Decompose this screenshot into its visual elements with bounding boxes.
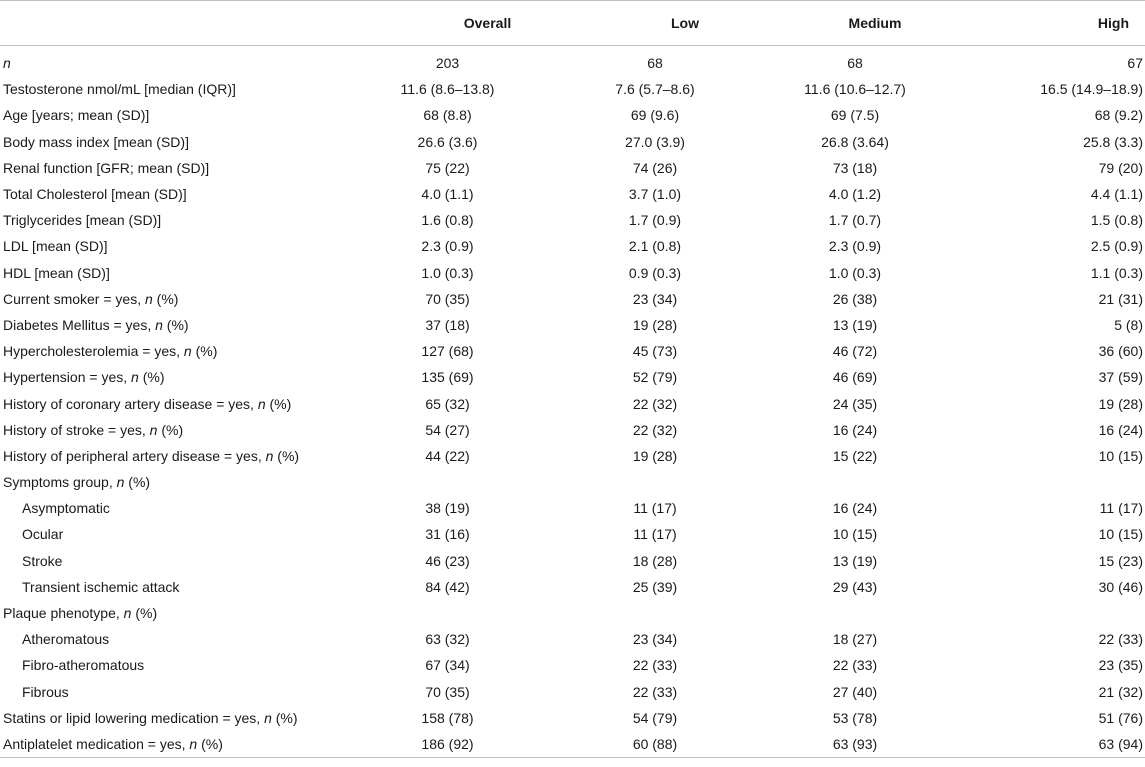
row-label-text: Asymptomatic [22,500,110,517]
row-label [0,102,340,128]
cell-high: 4.4 (1.1) [1090,186,1143,203]
cell-overall: 46 (23) [425,552,470,569]
row-label-italic: n [189,735,198,752]
cell-low: 19 (28) [632,447,678,464]
cell-high: 37 (59) [1098,369,1143,386]
row-label [0,417,340,443]
table-row [0,469,1145,495]
cell-overall [340,600,555,626]
header-overall: Overall [340,1,555,46]
table-row [0,548,1145,574]
cell-medium: 46 (72) [832,343,878,360]
cell-low: 52 (79) [632,369,678,386]
header-high: High [955,1,1145,46]
cell-medium: 15 (22) [832,447,878,464]
cell-overall: 31 (16) [425,526,470,543]
header-low: Low [555,1,755,46]
row-label [0,679,340,705]
row-label-text: HDL [mean (SD)] [3,264,110,281]
table-row [0,390,1145,416]
table-row [0,731,1145,758]
cell-overall: 1.0 (0.3) [421,264,474,281]
cell-low: 3.7 (1.0) [628,186,682,203]
row-label-text: Transient ischemic attack [22,578,180,595]
row-label-italic: n [131,369,139,386]
cell-overall: 68 (8.8) [423,107,472,124]
cell-medium: 29 (43) [832,578,878,595]
cell-high: 23 (35) [1098,657,1143,674]
row-label-text: Age [years; mean (SD)] [3,107,150,124]
table-row [0,443,1145,469]
row-label-italic: n [155,316,163,333]
cell-high: 10 (15) [1098,526,1143,543]
row-label-text: Body mass index [mean (SD)] [3,133,189,150]
table-row [0,260,1145,286]
header-label-column [0,1,340,46]
cell-low: 2.1 (0.8) [628,238,682,255]
cell-low: 0.9 (0.3) [628,264,682,281]
cell-high: 5 (8) [1114,316,1143,333]
row-label [0,286,340,312]
cell-overall: 135 (69) [421,369,474,386]
cell-high: 22 (33) [1098,631,1143,648]
row-label-text: Fibrous [22,683,69,700]
cell-high: 15 (23) [1098,552,1143,569]
row-label [0,390,340,416]
row-label-suffix: (%) [265,395,292,412]
cell-medium: 16 (24) [832,500,878,517]
cell-low: 22 (33) [632,683,678,700]
row-label [0,548,340,574]
header-row [0,1,1145,46]
row-label-text: Renal function [GFR; mean (SD)] [3,159,210,176]
row-label-text: Fibro-atheromatous [22,657,145,674]
row-label-text: Hypertension = yes, [3,369,132,386]
cell-overall: 26.6 (3.6) [417,133,478,150]
table-row [0,417,1145,443]
row-label [0,495,340,521]
row-label-text: Atheromatous [22,631,110,648]
row-label-italic: n [183,343,192,360]
cell-high: 63 (94) [955,731,1145,758]
cell-low: 54 (79) [632,709,678,726]
cell-medium: 1.7 (0.7) [828,212,882,229]
cell-low [555,469,755,495]
cell-low: 7.6 (5.7–8.6) [615,81,695,98]
cell-high: 67 [1127,55,1143,72]
cell-overall: 38 (19) [425,500,470,517]
row-label [0,731,340,758]
row-label-text: Statins or lipid lowering medication = yes, [3,709,265,726]
cell-low: 19 (28) [632,316,678,333]
cell-low: 22 (32) [632,421,678,438]
cell-medium [755,600,955,626]
row-label [0,469,340,495]
cell-low: 18 (28) [632,552,678,569]
row-label-text: Ocular [22,526,64,543]
table-row [0,155,1145,181]
cell-high [955,469,1145,495]
cell-medium: 22 (33) [832,657,878,674]
cell-high: 30 (46) [1098,578,1143,595]
cell-low: 25 (39) [632,578,678,595]
cell-high: 68 (9.2) [1094,107,1143,124]
cell-medium: 24 (35) [832,395,878,412]
cell-medium: 10 (15) [832,526,878,543]
table-row [0,76,1145,102]
row-label-suffix: (%) [197,735,223,752]
table-row [0,679,1145,705]
cell-overall: 44 (22) [425,447,470,464]
cell-medium: 53 (78) [832,709,878,726]
row-label-italic: n [145,290,153,307]
row-label-text: Symptoms group, [3,474,117,491]
cell-medium: 13 (19) [832,552,878,569]
row-label [0,600,340,626]
cell-low: 60 (88) [555,731,755,758]
row-label-suffix: (%) [152,290,179,307]
table-row [0,364,1145,390]
cell-low [555,600,755,626]
table-row [0,46,1145,77]
row-label-text: Total Cholesterol [mean (SD)] [3,186,187,203]
table-row [0,102,1145,128]
cell-medium: 4.0 (1.2) [828,186,882,203]
row-label-suffix: (%) [162,316,189,333]
cell-overall: 70 (35) [425,290,470,307]
row-label [0,574,340,600]
table-row [0,286,1145,312]
cell-low: 11 (17) [633,526,677,543]
row-label-suffix: (%) [191,343,218,360]
cell-low: 68 [647,55,663,72]
row-label [0,233,340,259]
cell-high: 51 (76) [1098,709,1143,726]
row-label-text: Triglycerides [mean (SD)] [3,212,162,229]
row-label-italic: n [149,421,158,438]
cell-low: 22 (33) [632,657,678,674]
cell-low: 27.0 (3.9) [625,133,685,150]
table-row [0,338,1145,364]
cell-high: 25.8 (3.3) [1083,133,1143,150]
table-row [0,600,1145,626]
cell-low: 11 (17) [633,500,677,517]
table-row [0,574,1145,600]
cell-high: 21 (31) [1098,290,1143,307]
cell-medium: 68 [847,55,863,72]
cell-high: 36 (60) [1098,343,1143,360]
table-row [0,312,1145,338]
cell-low: 74 (26) [632,159,678,176]
row-label-italic: n [3,55,11,72]
table-row [0,521,1145,547]
row-label-text: Diabetes Mellitus = yes, [3,316,156,333]
table-row [0,129,1145,155]
cell-medium: 26.8 (3.64) [821,133,889,150]
cell-medium: 69 (7.5) [830,107,880,124]
row-label-suffix: (%) [124,474,151,491]
cell-overall: 75 (22) [425,159,470,176]
cell-low: 69 (9.6) [630,107,680,124]
row-label-italic: n [265,447,274,464]
cell-medium: 18 (27) [832,631,878,648]
cell-low: 23 (34) [632,290,678,307]
row-label [0,521,340,547]
table-row [0,626,1145,652]
cell-low: 45 (73) [632,343,678,360]
row-label-text: Antiplatelet medication = yes, [3,735,190,752]
row-label [0,129,340,155]
row-label [0,312,340,338]
cell-overall: 67 (34) [425,657,470,674]
cell-overall [340,469,555,495]
cell-overall: 37 (18) [425,316,470,333]
table-row [0,233,1145,259]
cell-overall: 2.3 (0.9) [421,238,474,255]
cell-medium [755,469,955,495]
cell-low: 1.7 (0.9) [628,212,682,229]
row-label [0,46,340,77]
cell-overall: 186 (92) [340,731,555,758]
row-label [0,626,340,652]
row-label-italic: n [264,709,272,726]
cell-overall: 54 (27) [425,421,470,438]
row-label [0,705,340,731]
cell-high: 11 (17) [1099,500,1143,517]
cell-high: 1.5 (0.8) [1090,212,1143,229]
cell-overall: 203 [435,55,460,72]
row-label [0,443,340,469]
cell-overall: 1.6 (0.8) [421,212,474,229]
cell-overall: 84 (42) [425,578,470,595]
row-label-text: Stroke [22,552,63,569]
row-label-italic: n [257,395,266,412]
row-label-text: LDL [mean (SD)] [3,238,108,255]
table-row [0,652,1145,678]
table-row [0,495,1145,521]
cell-overall: 158 (78) [421,709,474,726]
cell-medium: 13 (19) [832,316,878,333]
cell-high: 1.1 (0.3) [1090,264,1143,281]
row-label-suffix: (%) [131,605,158,622]
row-label-text: History of stroke = yes, [3,421,150,438]
table-body [0,46,1145,758]
cell-overall: 65 (32) [425,395,470,412]
row-label-suffix: (%) [271,709,298,726]
cell-high: 2.5 (0.9) [1090,238,1143,255]
row-label-italic: n [116,474,125,491]
row-label-text: Plaque phenotype, [3,605,124,622]
table-row [0,207,1145,233]
cell-medium: 2.3 (0.9) [828,238,882,255]
cell-overall: 63 (32) [425,631,470,648]
row-label-text: History of coronary artery disease = yes, [3,395,258,412]
cell-high: 21 (32) [1098,683,1143,700]
cell-high: 19 (28) [1098,395,1143,412]
row-label-text: Hypercholesterolemia = yes, [3,343,184,360]
row-label-italic: n [123,605,132,622]
table-row [0,705,1145,731]
row-label [0,652,340,678]
cell-overall: 11.6 (8.6–13.8) [400,81,495,98]
row-label-text: Current smoker = yes, [3,290,145,307]
row-label-suffix: (%) [138,369,165,386]
cell-medium: 27 (40) [832,683,878,700]
row-label [0,181,340,207]
row-label-text: History of peripheral artery disease = yes, [3,447,266,464]
row-label-text: Testosterone nmol/mL [median (IQR)] [3,81,236,98]
cell-medium: 46 (69) [832,369,878,386]
cell-medium: 1.0 (0.3) [828,264,882,281]
row-label [0,364,340,390]
cell-medium: 26 (38) [832,290,878,307]
row-label [0,155,340,181]
row-label [0,207,340,233]
cell-low: 22 (32) [632,395,678,412]
cell-low: 23 (34) [632,631,678,648]
cell-medium: 11.6 (10.6–12.7) [804,81,906,98]
cell-overall: 127 (68) [421,343,474,360]
cell-high: 10 (15) [1098,447,1143,464]
cell-overall: 70 (35) [425,683,470,700]
cell-high: 16.5 (14.9–18.9) [1040,81,1143,98]
row-label [0,260,340,286]
header-medium: Medium [755,1,955,46]
table-header [0,1,1145,46]
cell-high: 79 (20) [1098,159,1143,176]
row-label-suffix: (%) [273,447,300,464]
cell-high [955,600,1145,626]
table-row [0,181,1145,207]
row-label [0,76,340,102]
cell-medium: 73 (18) [832,159,878,176]
cell-overall: 4.0 (1.1) [421,186,474,203]
row-label-suffix: (%) [157,421,184,438]
row-label [0,338,340,364]
cell-high: 16 (24) [1098,421,1143,438]
cell-medium: 16 (24) [832,421,878,438]
cell-medium: 63 (93) [755,731,955,758]
